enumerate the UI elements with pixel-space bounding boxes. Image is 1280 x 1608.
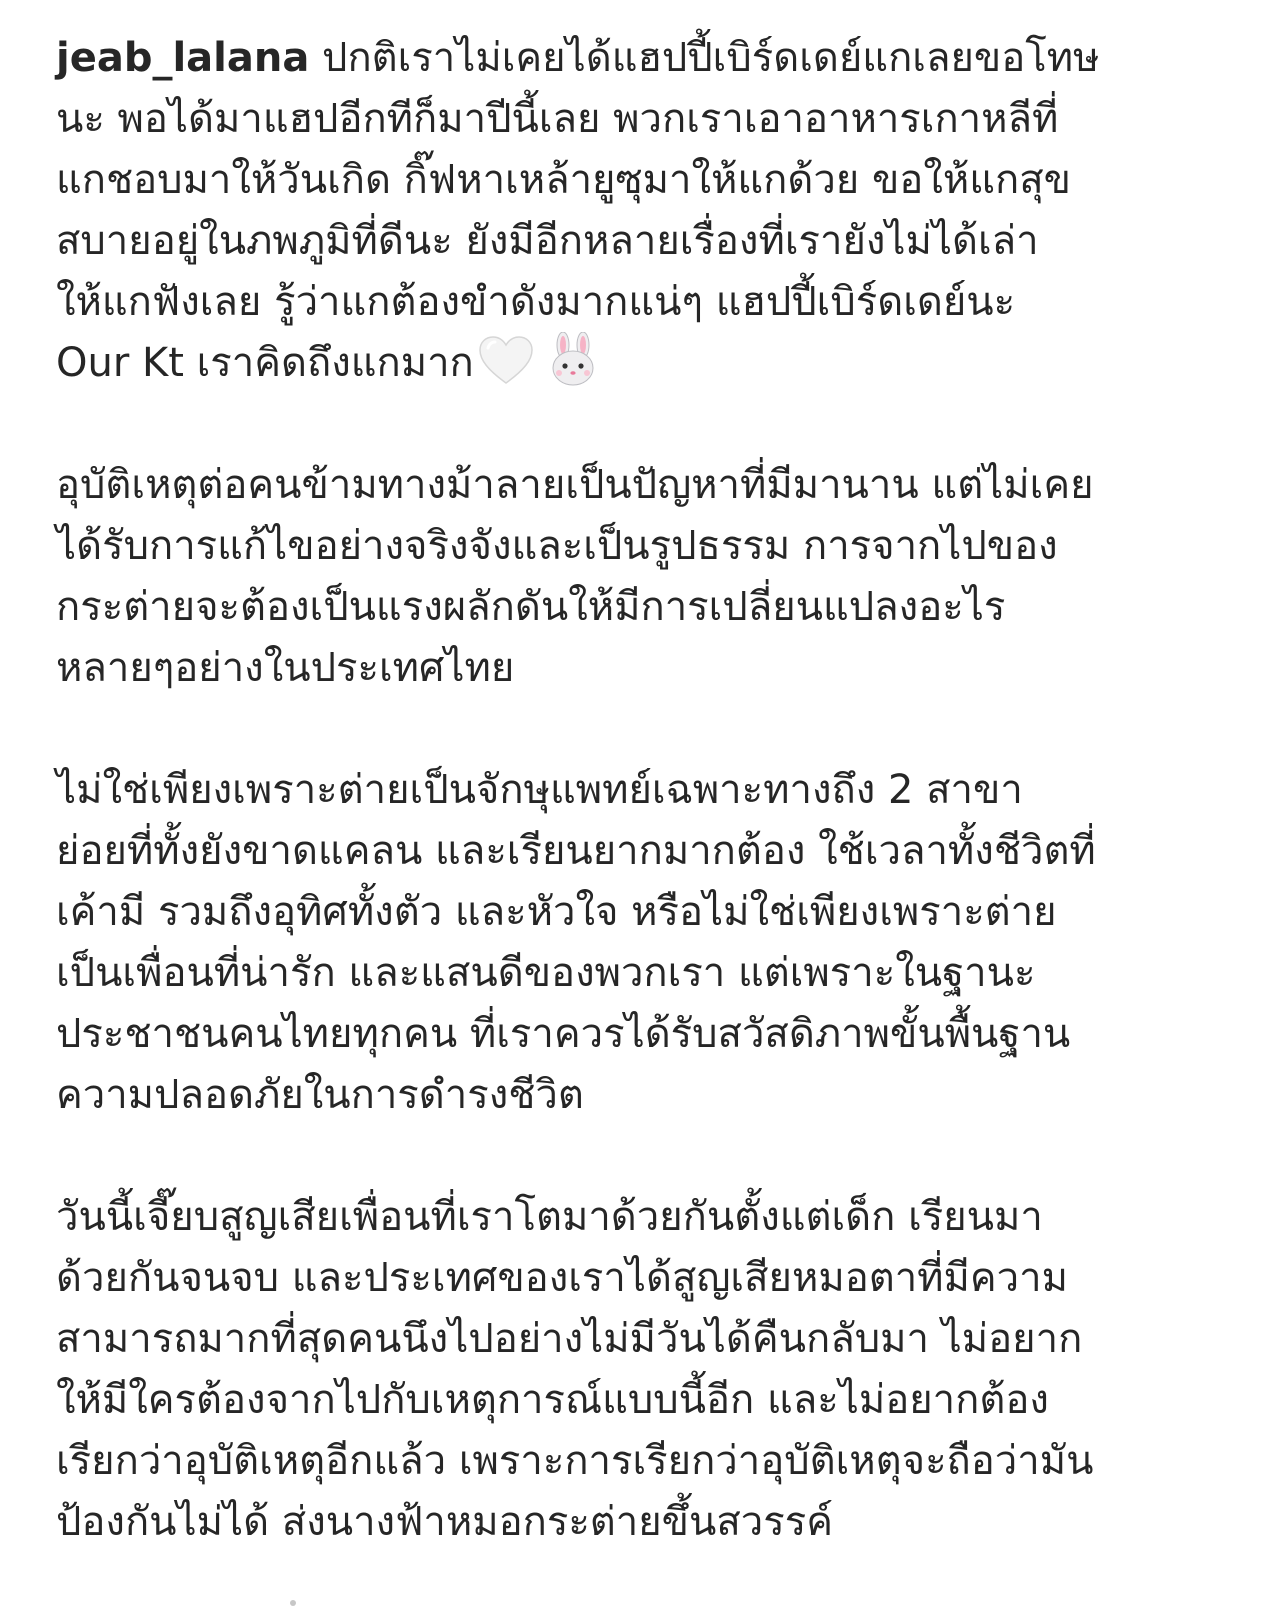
caption-line: เรียกว่าอุบัติเหตุอีกแล้ว เพราะการเรียกว่าอุบัติเหตุจะถือว่ามัน [56,1438,1094,1484]
caption-line: ย่อยที่ทั้งยังขาดแคลน และเรียนยากมากต้อง ใช้เวลาทั้งชีวิตที่ [56,828,1096,874]
white-heart-icon [478,336,534,386]
caption-line [56,28,1236,89]
caption-paragraph-4 [56,1187,1236,1553]
caption-paragraph-3 [56,760,1236,1126]
caption-text: ปกติเราไม่เคยได้แฮปปี้เบิร์ดเดย์แกเลยขอโทษ [309,35,1100,81]
caption-line: ได้รับการแก้ไขอย่างจริงจังและเป็นรูปธรรม การจากไปของ [56,523,1058,569]
post-caption [56,28,1236,1553]
caption-line: ความปลอดภัยในการดำรงชีวิต [56,1072,584,1118]
caption-line: เค้ามี รวมถึงอุทิศทั้งตัว และหัวใจ หรือไม่ใช่เพียงเพราะต่าย [56,889,1057,935]
caption-line: แกชอบมาให้วันเกิด กิ๊ฟหาเหล้ายูซุมาให้แกด้วย ขอให้แกสุข [56,157,1071,203]
caption-line: เป็นเพื่อนที่น่ารัก และแสนดีของพวกเรา แต่เพราะในฐานะ [56,950,1036,996]
caption-line: ด้วยกันจนจบ และประเทศของเราได้สูญเสียหมอตาที่มีความ [56,1255,1068,1301]
cropped-next-line [290,1588,350,1608]
caption-line: ให้แกฟังเลย รู้ว่าแกต้องขำดังมากแน่ๆ แฮปปี้เบิร์ดเดย์นะ [56,279,1016,325]
caption-line: ไม่ใช่เพียงเพราะต่ายเป็นจักษุแพทย์เฉพาะทางถึง 2 สาขา [56,767,1023,813]
caption-line [56,333,1236,394]
caption-line: ให้มีใครต้องจากไปกับเหตุการณ์แบบนี้อีก และไม่อยากต้อง [56,1377,1049,1423]
caption-paragraph-1 [56,28,1236,394]
caption-line: หลายๆอย่างในประเทศไทย [56,645,515,691]
caption-line: ป้องกันไม่ได้ ส่งนางฟ้าหมอกระต่ายขึ้นสวรรค์ [56,1499,833,1545]
caption-line: ประชาชนคนไทยทุกคน ที่เราควรได้รับสวัสดิภาพขั้นพื้นฐาน [56,1011,1071,1057]
caption-line: นะ พอได้มาแฮปอีกทีก็มาปีนี้เลย พวกเราเอาอาหารเกาหลีที่ [56,96,1059,142]
caption-line: กระต่ายจะต้องเป็นแรงผลักดันให้มีการเปลี่ยนแปลงอะไร [56,584,1006,630]
caption-line: วันนี้เจี๊ยบสูญเสียเพื่อนที่เราโตมาด้วยกันตั้งแต่เด็ก เรียนมา [56,1194,1043,1240]
caption-paragraph-2 [56,455,1236,699]
caption-line: อุบัติเหตุต่อคนข้ามทางม้าลายเป็นปัญหาที่มีมานาน แต่ไม่เคย [56,462,1094,508]
username-link[interactable]: jeab_lalana [56,35,310,81]
caption-text: Our Kt เราคิดถึงแกมาก [56,340,474,386]
caption-line: สามารถมากที่สุดคนนึงไปอย่างไม่มีวันได้คืนกลับมา ไม่อยาก [56,1316,1083,1362]
rabbit-face-icon [546,332,600,386]
caption-line: สบายอยู่ในภพภูมิที่ดีนะ ยังมีอีกหลายเรื่องที่เรายังไม่ได้เล่า [56,218,1039,264]
